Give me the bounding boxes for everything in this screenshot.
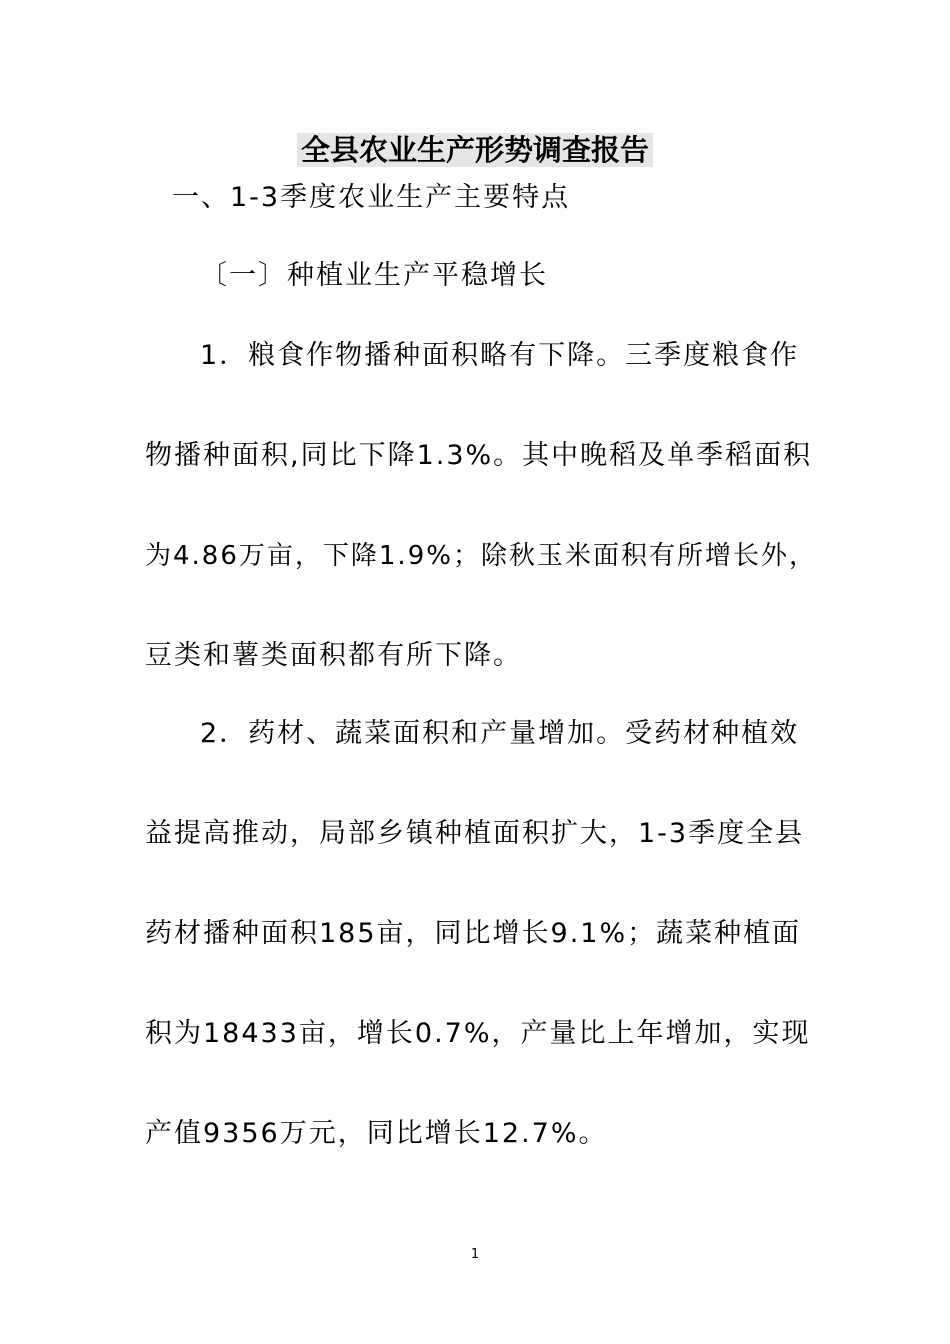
paragraph1-line: 豆类和薯类面积都有所下降。: [145, 640, 522, 671]
paragraph2-line: 积为18433亩，增长0.7%，产量比上年增加，实现: [145, 1018, 811, 1049]
paragraph2-line: 益提高推动，局部乡镇种植面积扩大，1-3季度全县: [145, 818, 805, 849]
paragraph2-line: 2．药材、蔬菜面积和产量增加。受药材种植效: [200, 718, 800, 749]
subsection-heading: 〔一〕种植业生产平稳增长: [200, 260, 548, 291]
page-number: 1: [470, 1247, 480, 1262]
paragraph2-line: 产值9356万元，同比增长12.7%。: [145, 1118, 608, 1149]
paragraph1-line: 1．粮食作物播种面积略有下降。三季度粮食作: [200, 340, 800, 371]
document-title-block: [0, 130, 950, 170]
paragraph2-line: 药材播种面积185亩，同比增长9.1%；蔬菜种植面: [145, 918, 802, 949]
document-title: 全县农业生产形势调查报告: [297, 133, 653, 167]
section-heading: 一、1-3季度农业生产主要特点: [172, 182, 571, 213]
paragraph1-line: 物播种面积,同比下降1.3%。其中晚稻及单季稻面积: [145, 440, 813, 471]
paragraph1-line: 为4.86万亩，下降1.9%；除秋玉米面积有所增长外，: [145, 541, 817, 571]
